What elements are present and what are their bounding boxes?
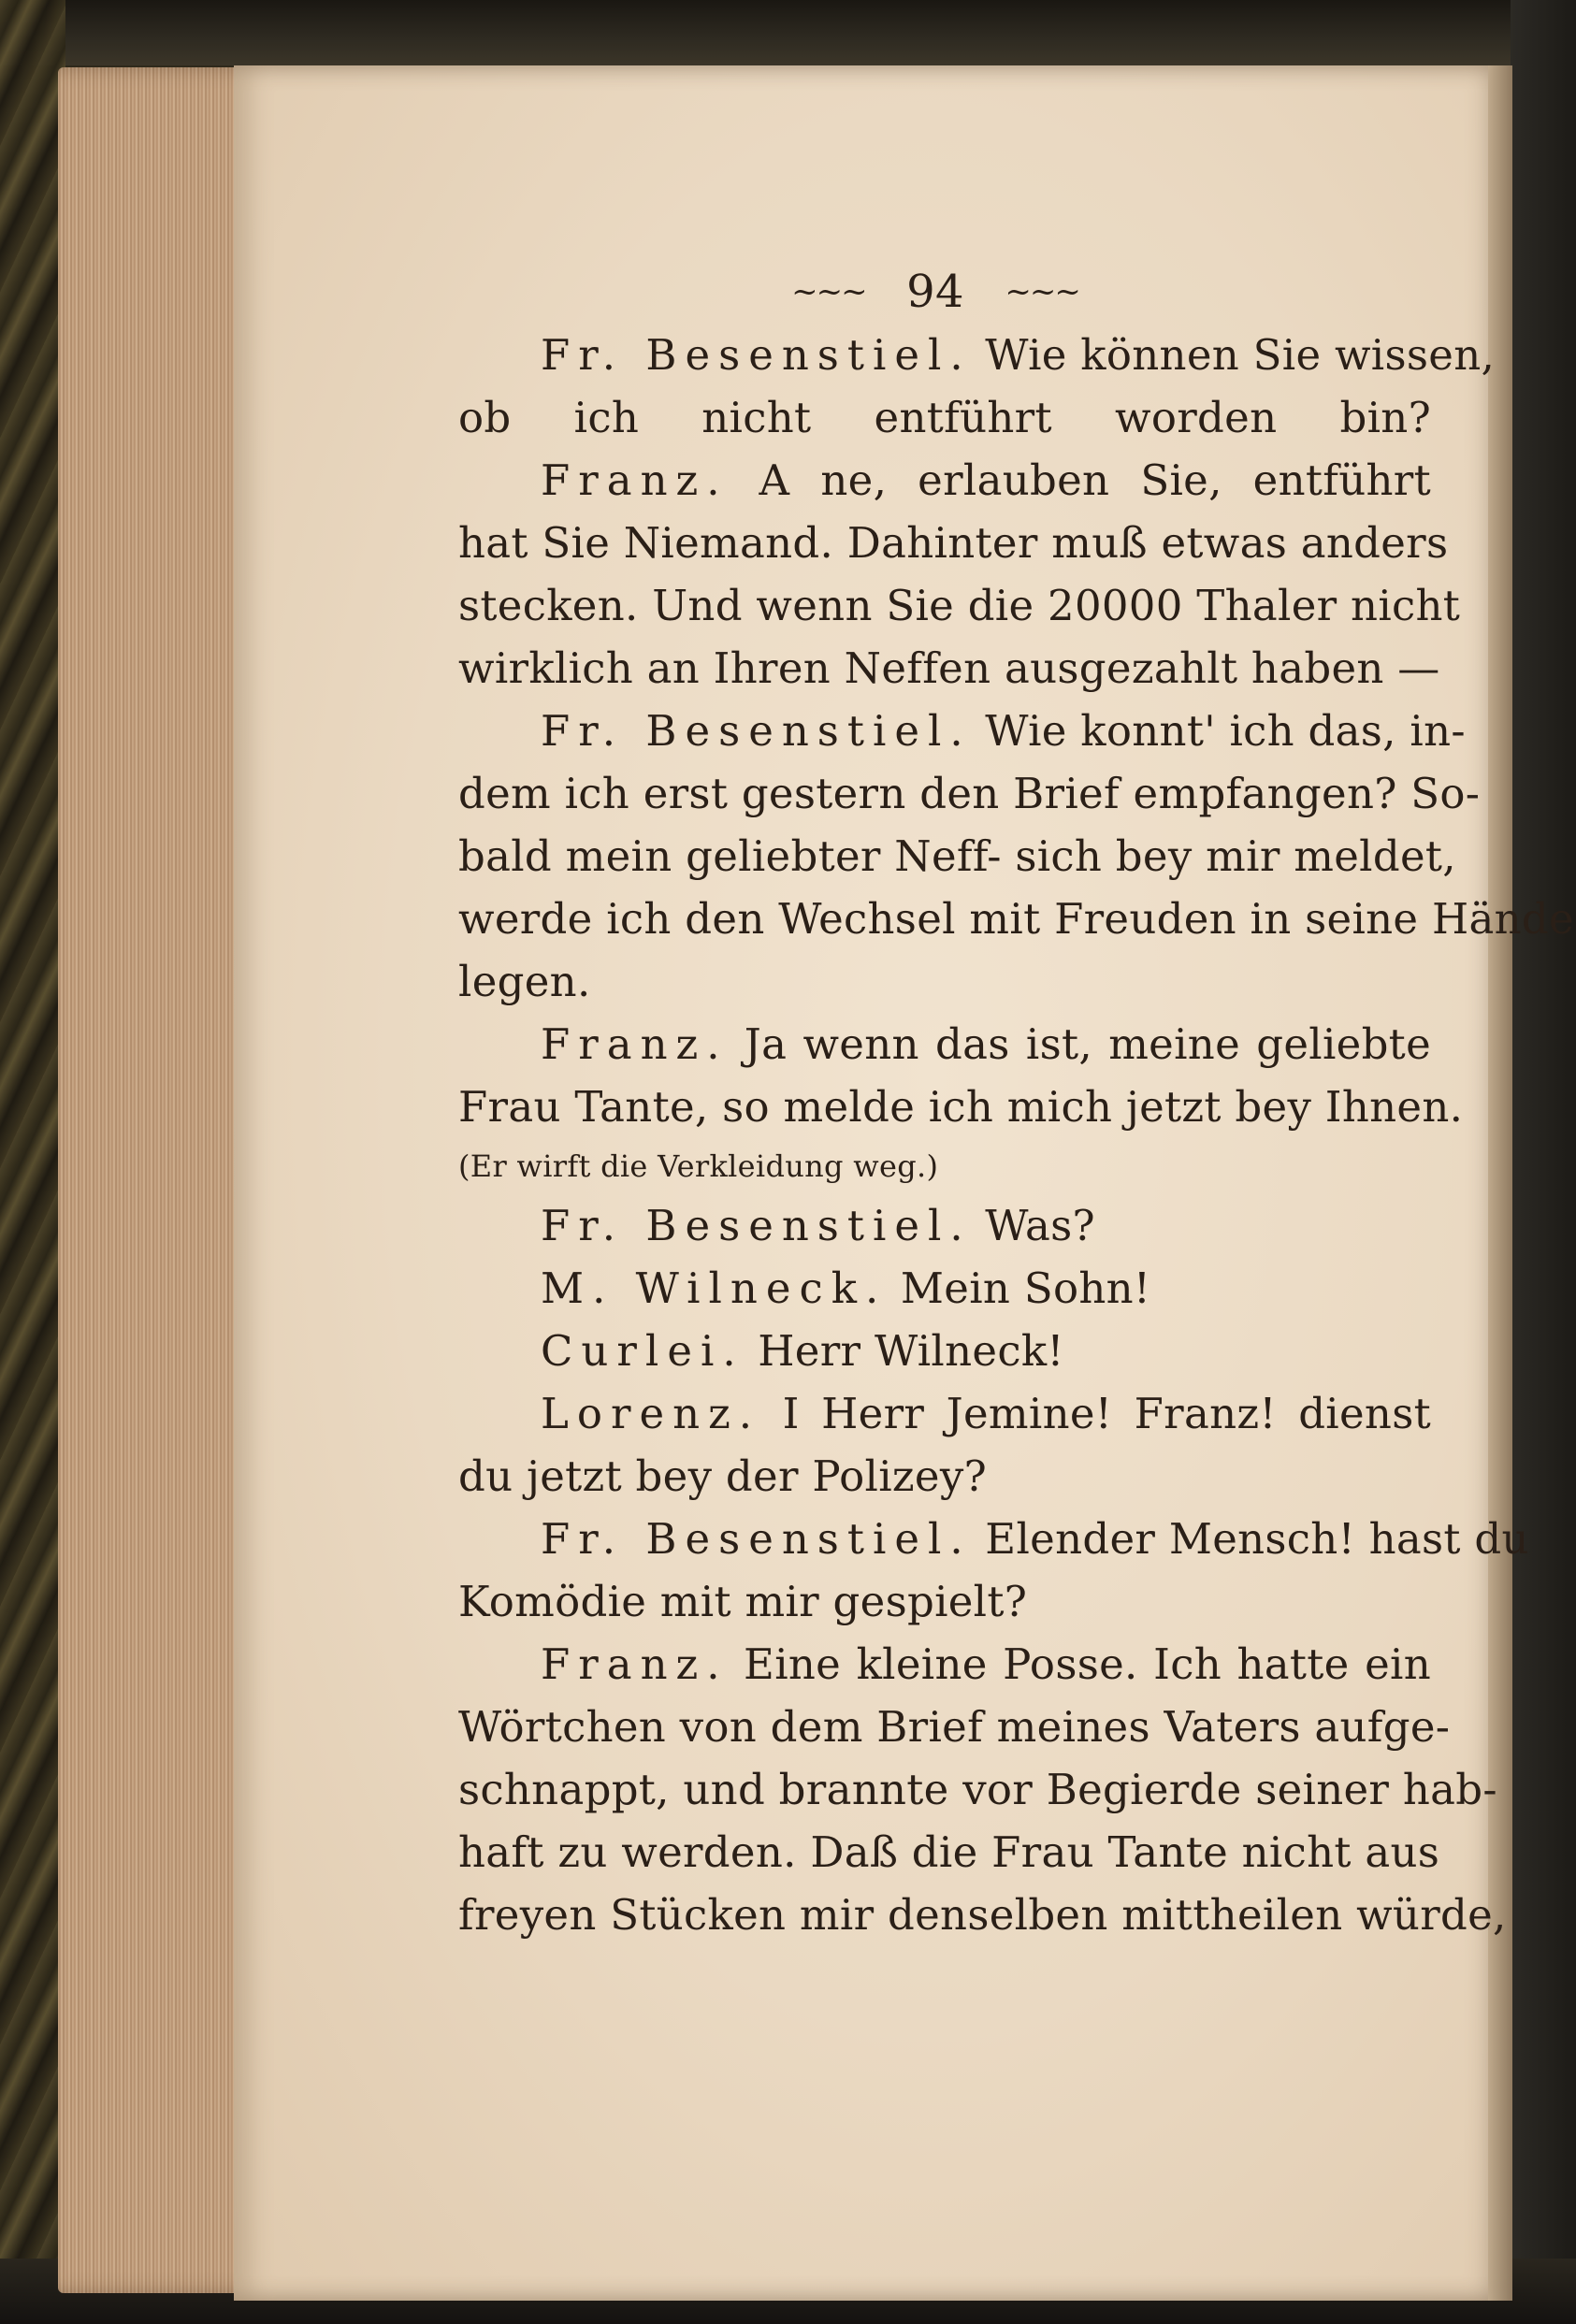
text-line (458, 1821, 1440, 1884)
line-text: A ne, erlauben Sie, entführt (728, 455, 1431, 505)
line-text: Wie können Sie wissen, (971, 330, 1496, 380)
text-line (458, 1445, 1431, 1508)
line-text: Frau Tante, so melde ich mich jetzt bey Ihnen. (458, 1082, 1464, 1132)
text-line (458, 1320, 1431, 1382)
text-line (458, 1633, 1431, 1696)
line-text: Ja wenn das ist, meine geliebte (728, 1019, 1431, 1069)
page-text (458, 253, 1574, 1946)
line-text: (Er wirft die Verkleidung weg.) (458, 1148, 939, 1184)
line-text: haft zu werden. Daß die Frau Tante nicht aus (458, 1827, 1440, 1877)
speaker-name: Fr. Besenstiel. (541, 330, 972, 380)
text-line (458, 1138, 1431, 1194)
text-line (458, 1508, 1529, 1570)
line-text: Herr Wilneck! (744, 1326, 1064, 1376)
line-text: hat Sie Niemand. Dahinter muß etwas anders (458, 518, 1449, 568)
line-text: dem ich erst gestern den Brief empfangen? So- (458, 769, 1481, 818)
text-line (458, 512, 1449, 574)
text-line (458, 1570, 1431, 1633)
speaker-name: Franz. (541, 455, 729, 505)
text-line (458, 950, 1431, 1013)
line-text: Was? (971, 1201, 1095, 1250)
text-lines (458, 324, 1574, 1946)
text-line (458, 1013, 1431, 1075)
speaker-name: Lorenz. (541, 1389, 761, 1438)
speaker-name: M. Wilneck. (541, 1263, 888, 1313)
text-line (458, 825, 1456, 888)
text-line (458, 574, 1461, 637)
text-line (458, 449, 1431, 512)
marbled-cover (0, 0, 65, 2324)
line-text: Wie konnt' ich das, in- (971, 706, 1466, 756)
line-text: Komödie mit mir gespielt? (458, 1577, 1028, 1626)
line-text: Wörtchen von dem Brief meines Vaters aufge- (458, 1702, 1451, 1752)
line-text: du jetzt bey der Polizey? (458, 1451, 987, 1501)
facing-page-edge (1488, 65, 1512, 2301)
line-text: Mein Sohn! (887, 1263, 1151, 1313)
book-cover-right (1511, 0, 1576, 2324)
speaker-name: Franz. (541, 1639, 729, 1689)
line-text: Eine kleine Posse. Ich hatte ein (728, 1639, 1431, 1689)
ornament-left: ~~~ (791, 272, 866, 310)
text-line (458, 1075, 1464, 1138)
text-line (458, 762, 1481, 825)
book-cover-top (0, 0, 1576, 65)
text-line (458, 700, 1466, 762)
text-line (458, 324, 1496, 386)
text-line (458, 1257, 1431, 1320)
line-text: wirklich an Ihren Neffen ausgezahlt haben — (458, 643, 1440, 693)
line-text: bald mein geliebter Neff- sich bey mir meldet, (458, 831, 1456, 881)
speaker-name: Fr. Besenstiel. (541, 1201, 972, 1250)
speaker-name: Fr. Besenstiel. (541, 1514, 972, 1564)
line-text: legen. (458, 957, 591, 1006)
text-line (458, 637, 1440, 700)
text-line (458, 888, 1574, 950)
text-line (458, 386, 1431, 449)
line-text: Elender Mensch! hast du (971, 1514, 1529, 1564)
line-text: ob ich nicht entführt worden bin? (458, 393, 1431, 442)
speaker-name: Fr. Besenstiel. (541, 706, 972, 756)
text-line (458, 1194, 1431, 1257)
text-line (458, 1382, 1431, 1445)
speaker-name: Curlei. (541, 1326, 745, 1376)
page-number: 94 (906, 265, 964, 318)
line-text: freyen Stücken mir denselben mittheilen würde, (458, 1890, 1507, 1940)
text-line (458, 1696, 1451, 1758)
speaker-name: Franz. (541, 1019, 729, 1069)
line-text: schnappt, und brannte vor Begierde seiner hab- (458, 1765, 1497, 1814)
line-text: I Herr Jemine! Franz! dienst (760, 1389, 1431, 1438)
text-line (458, 1758, 1497, 1821)
ornament-right: ~~~ (1005, 272, 1079, 310)
page-header (440, 253, 1431, 324)
line-text: werde ich den Wechsel mit Freuden in seine Hände (458, 894, 1574, 944)
text-line (458, 1884, 1507, 1946)
line-text: stecken. Und wenn Sie die 20000 Thaler nicht (458, 581, 1461, 630)
